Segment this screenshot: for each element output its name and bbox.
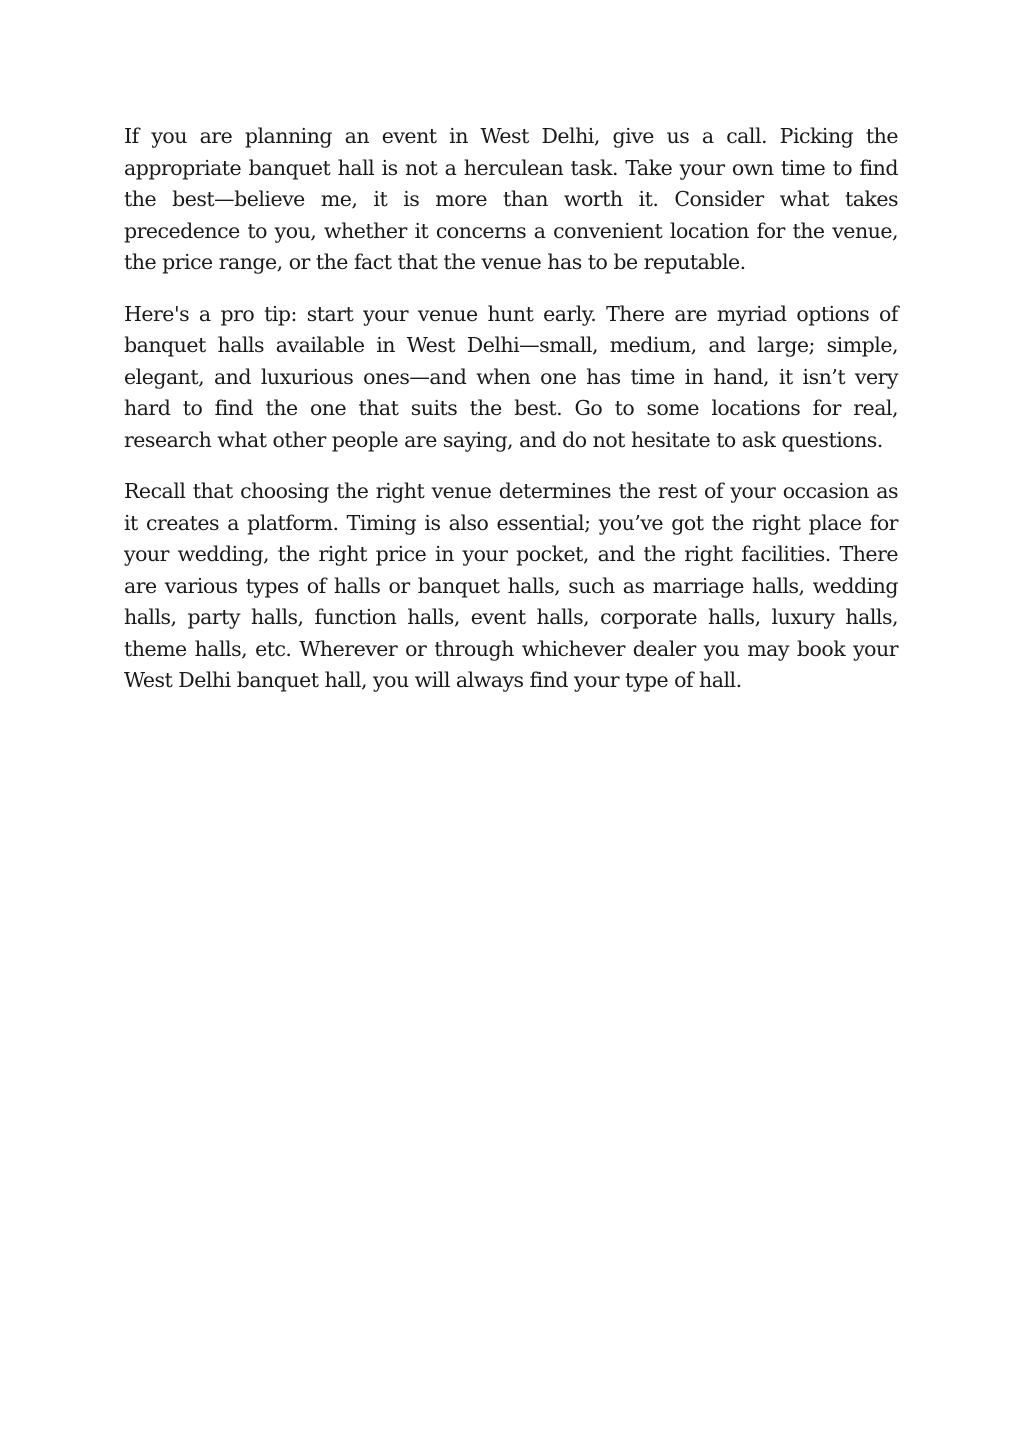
- paragraph-2: Here's a pro tip: start your venue hunt early. There are myriad options of banquet halls available in West Delhi—small, medium, and large; simple, elegant, and luxurious ones—and when one has time in hand, it isn’t very hard to find the one that suits the best. Go to some locations for real, research what other people are saying, and do not hesitate to ask questions.: [124, 301, 898, 452]
- paragraph-3: Recall that choosing the right venue determines the rest of your occasion as it creates a platform. Timing is also essential; you’ve got the right place for your wedding, the right price in your pocket, and the right facilities. There are various types of halls or banquet halls, such as marriage halls, wedding halls, party halls, function halls, event halls, corporate halls, luxury halls, theme halls, etc. Wherever or through whichever dealer you may book your West Delhi banquet hall, you will always find your type of hall.: [124, 479, 898, 692]
- paragraph-1: If you are planning an event in West Delhi, give us a call. Picking the appropriate banquet hall is not a herculean task. Take your own time to find the best—believe me, it is more than worth it. Consider what takes precedence to you, whether it concerns a convenient location for the venue, the price range, or the fact that the venue has to be reputable.: [124, 124, 898, 274]
- document-body: [124, 121, 898, 717]
